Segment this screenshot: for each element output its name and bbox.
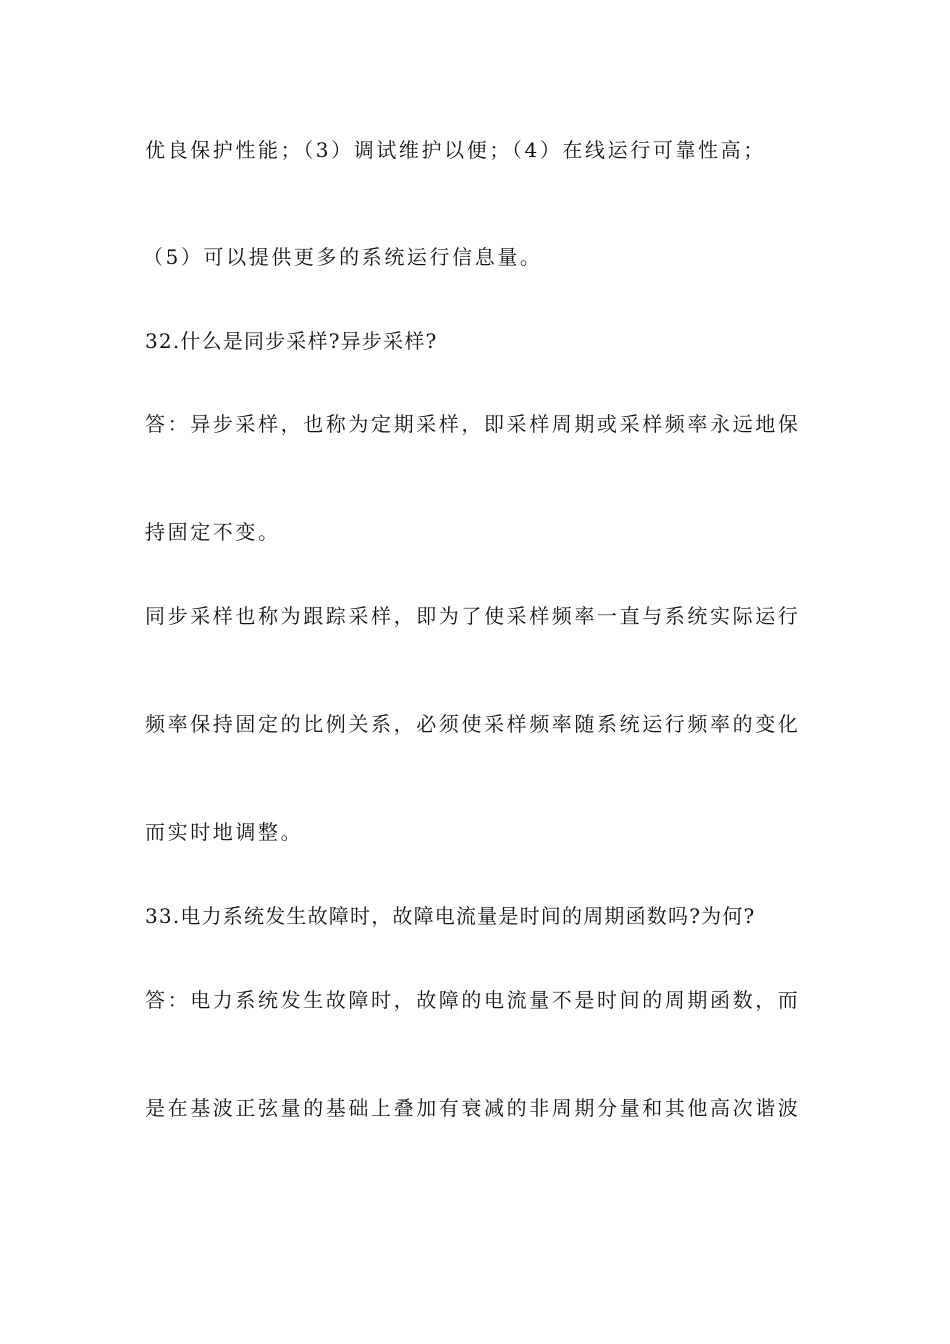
answer-33-line-1: 答：电力系统发生故障时，故障的电流量不是时间的周期函数，而 (145, 988, 801, 1012)
answer-32-line-2: 持固定不变。 (145, 520, 281, 544)
answer-32-line-4: 频率保持固定的比例关系，必须使采样频率随系统运行频率的变化 (145, 712, 801, 736)
text-line-1: 优良保护性能；（3）调试维护以便；（4）在线运行可靠性高； (145, 138, 766, 162)
text-line-2: （5）可以提供更多的系统运行信息量。 (143, 245, 543, 269)
question-32-heading: 32.什么是同步采样?异步采样? (145, 329, 438, 353)
question-33-heading: 33.电力系统发生故障时，故障电流量是时间的周期函数吗?为何? (145, 904, 756, 928)
answer-32-line-1: 答：异步采样，也称为定期采样，即采样周期或采样频率永远地保 (145, 412, 801, 436)
answer-32-line-5: 而实时地调整。 (145, 820, 304, 844)
answer-32-line-3: 同步采样也称为跟踪采样，即为了使采样频率一直与系统实际运行 (145, 604, 801, 628)
answer-33-line-2: 是在基波正弦量的基础上叠加有衰减的非周期分量和其他高次谐波 (145, 1096, 801, 1120)
